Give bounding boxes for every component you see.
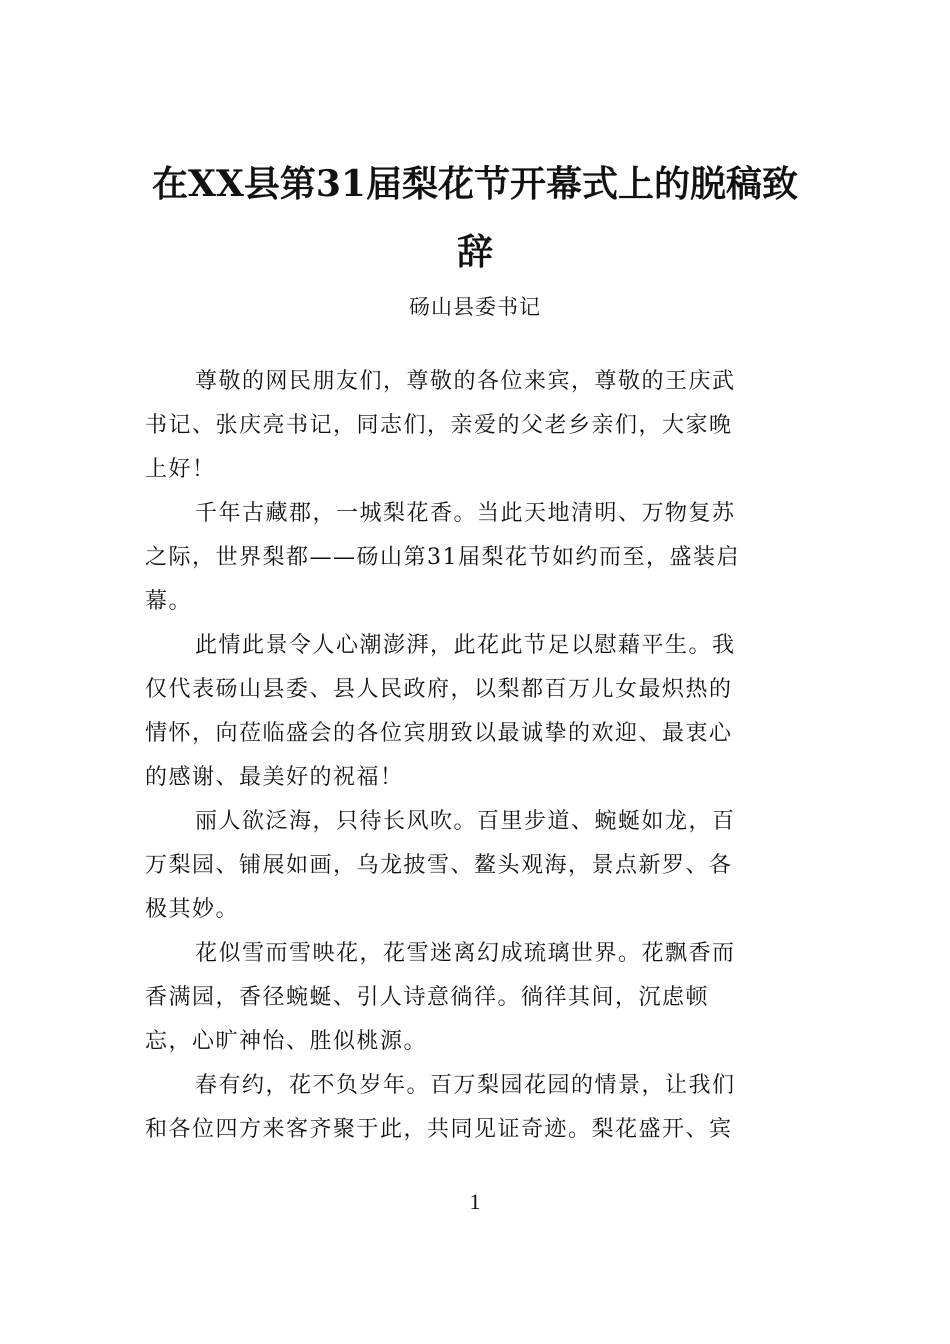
text-line: 花似雪而雪映花，花雪迷离幻成琉璃世界。花飘香而 [195,941,736,966]
title-line: 辞 [456,231,493,273]
text-line: 万梨园、铺展如画，乌龙披雪、鳌头观海，景点新罗、各 [145,853,733,878]
text-line: 香满园，香径蜿蜒、引人诗意徜徉。徜徉其间，沉虑顿 [145,985,710,1010]
title-line: 在XX县第31届梨花节开幕式上的脱稿致 [152,163,798,205]
document-body [145,360,805,1152]
text-line: 极其妙。 [145,897,240,922]
page-number: 1 [469,1189,481,1214]
paragraph [145,360,805,492]
document-title [145,150,805,286]
text-line: 书记、张庆亮书记，同志们，亲爱的父老乡亲们，大家晚 [145,413,733,438]
paragraph [145,932,805,1064]
text-line: 忘，心旷神怡、胜似桃源。 [145,1029,428,1054]
text-line: 春有约，花不负岁年。百万梨园花园的情景，让我们 [195,1073,736,1098]
text-line: 上好！ [145,457,216,482]
paragraph [145,624,805,800]
paragraph [145,1064,805,1152]
author-subtitle: 砀山县委书记 [409,295,541,319]
paragraph [145,492,805,624]
text-line: 和各位四方来客齐聚于此，共同见证奇迹。梨花盛开、宾 [145,1117,733,1142]
text-line: 幕。 [145,589,193,614]
text-line: 情怀，向莅临盛会的各位宾朋致以最诚挚的欢迎、最衷心 [145,721,733,746]
paragraph [145,800,805,932]
text-line: 的感谢、最美好的祝福！ [145,765,404,790]
text-line: 仅代表砀山县委、县人民政府，以梨都百万儿女最炽热的 [145,677,733,702]
text-line: 尊敬的网民朋友们，尊敬的各位来宾，尊敬的王庆武 [195,369,736,394]
text-line: 丽人欲泛海，只待长风吹。百里步道、蜿蜒如龙，百 [195,809,736,834]
text-line: 千年古藏郡，一城梨花香。当此天地清明、万物复苏 [195,501,736,526]
text-line: 此情此景令人心潮澎湃，此花此节足以慰藉平生。我 [195,633,736,658]
text-line: 之际，世界梨都——砀山第31届梨花节如约而至，盛装启 [145,545,740,570]
